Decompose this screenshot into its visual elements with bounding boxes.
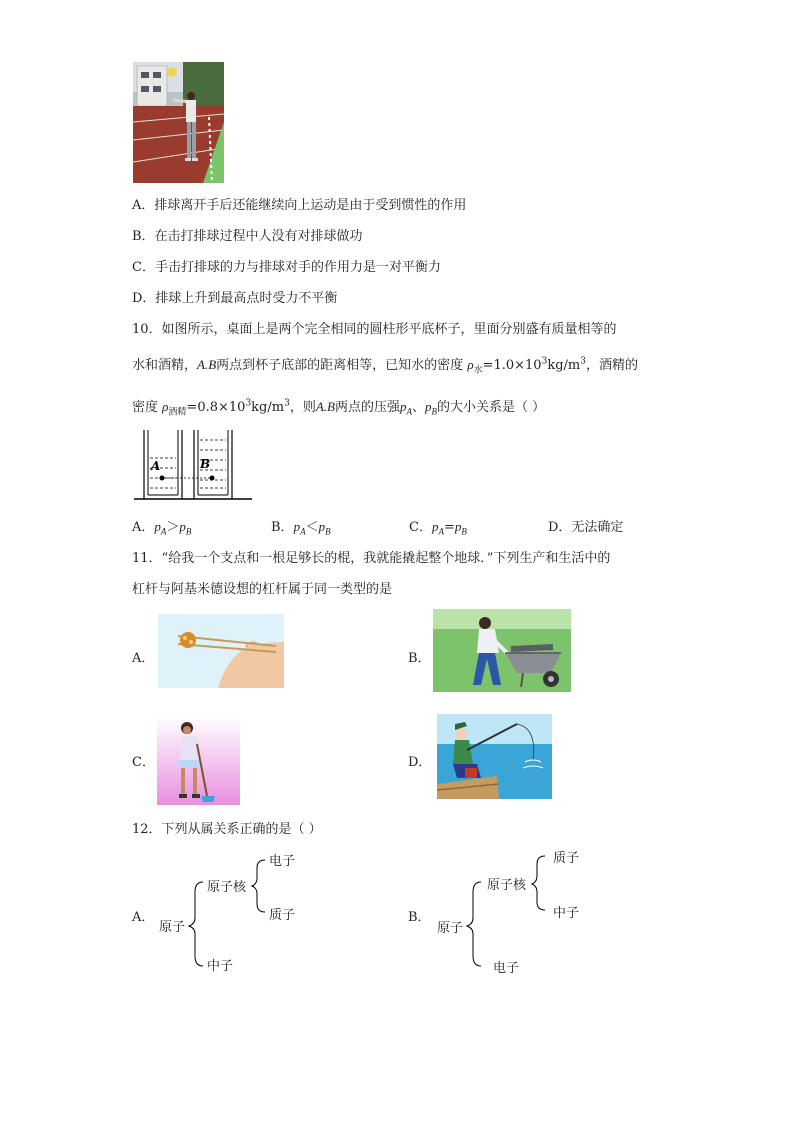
volleyball-track-photo	[133, 62, 224, 183]
chopsticks-image	[158, 614, 284, 688]
q11-option-b-label: B．	[408, 651, 431, 666]
q12-b-top: 质子	[553, 851, 580, 866]
q12-option-b-tree	[433, 846, 593, 976]
q12-b-mid: 中子	[553, 906, 580, 921]
wheelbarrow-image	[433, 609, 571, 692]
q12-stem: 12．下列从属关系正确的是（ ）	[132, 822, 322, 837]
q10-option-a: A．$p_A>p_B$	[132, 519, 192, 537]
q12-a-root: 原子	[159, 920, 186, 935]
q12-b-nucleus: 原子核	[487, 878, 527, 893]
q10-stem-line2: 水和酒精，A.B两点到杯子底部的距离相等，已知水的密度 $\rho_水=1.0\times 10^3kg/m^3$，酒精的	[132, 356, 638, 376]
q12-b-bottom: 电子	[493, 961, 520, 976]
q12-a-nucleus: 原子核	[207, 880, 247, 895]
q12-b-root: 原子	[437, 921, 464, 936]
q9-option-a: A．排球离开手后还能继续向上运动是由于受到惯性的作用	[132, 198, 467, 213]
q10-point-a-label: A	[151, 459, 161, 473]
q12-a-top: 电子	[269, 854, 296, 869]
q11-option-c-label: C．	[132, 755, 155, 770]
q11-stem-line1: 11．“给我一个支点和一根足够长的棍，我就能撬起整个地球．”下列生产和生活中的	[132, 551, 611, 566]
q10-option-c: C．$p_A=p_B$	[409, 519, 467, 537]
q10-stem-line3: 密度 $\rho_{酒精}=0.8\times 10^3kg/m^3$，则A.B两点的压强$p_A$、$p_B$的大小关系是（ ）	[132, 398, 546, 418]
q12-option-a-label: A．	[132, 910, 155, 925]
q9-option-c: C．手击打排球的力与排球对手的作用力是一对平衡力	[132, 260, 441, 275]
q12-option-b-label: B．	[408, 910, 431, 925]
q11-stem-line2: 杠杆与阿基米德设想的杠杆属于同一类型的是	[132, 582, 393, 597]
q11-option-a-label: A．	[132, 651, 155, 666]
q10-stem-line1: 10．如图所示，桌面上是两个完全相同的圆柱形平底杯子，里面分别盛有质量相等的	[132, 322, 617, 337]
q10-point-b-label: B	[200, 457, 211, 471]
q12-option-a-tree	[155, 848, 315, 978]
q12-a-mid: 质子	[269, 908, 296, 923]
q10-option-d: D．无法确定	[548, 520, 624, 535]
q11-option-d-label: D．	[408, 755, 432, 770]
q10-option-b: B．$p_A<p_B$	[271, 519, 331, 537]
q9-option-d: D．排球上升到最高点时受力不平衡	[132, 291, 338, 306]
q10-cups-diagram	[132, 428, 254, 504]
q9-option-b: B．在击打排球过程中人没有对排球做功	[132, 229, 363, 244]
girl-sweeping-image	[157, 716, 240, 805]
fishing-image	[437, 714, 552, 799]
q12-a-bottom: 中子	[207, 959, 234, 974]
